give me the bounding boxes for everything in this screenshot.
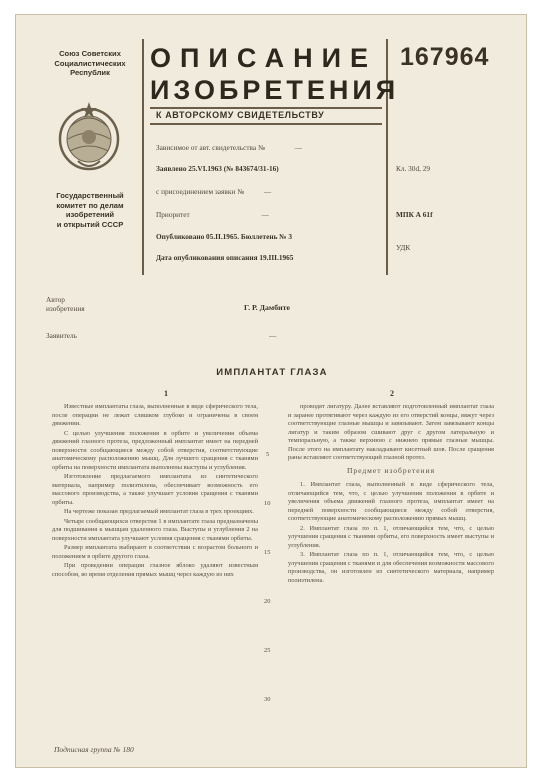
author-label: Автор изобретения xyxy=(46,295,85,313)
line-number: 25 xyxy=(264,647,271,654)
applicant-value: — xyxy=(269,331,277,340)
author-name: Г. Р. Дамбите xyxy=(244,303,290,312)
paragraph: На чертеже показан предлагаемый имплантат глаза в трех проекциях. xyxy=(64,508,254,515)
issuer-committee: Государственный комитет по делам изобретений и открытий СССР xyxy=(56,191,124,229)
meta-published: Опубликовано 05.II.1965. Бюллетень № 3 xyxy=(156,232,293,241)
document-page xyxy=(15,14,527,768)
patent-number: 167964 xyxy=(400,43,490,71)
subtitle-underline xyxy=(150,123,382,125)
class-code: Кл. 30d, 29 xyxy=(396,164,431,173)
title-underline xyxy=(150,107,382,109)
header-divider-left xyxy=(142,39,144,275)
paragraph: проводят лигатуру. Далее вставляют подготовленный имплантат глаза и заранее протягивают через каждую из его отверстий концы, вяжут через соответствующие глазные мышцы и завязывают. Затем завязывают концы лигатур и таким образом сшивают друг с другом латеральную и темпоральную, а также верхнюю с нижнею прямые глазные мышцы. После этого на имплантату накладывают кисетный шов. После сращения раны вставляют соответствующий глазной протез. xyxy=(288,403,494,461)
claim: 1. Имплантат глаза, выполненный в виде сферического тела, отличающийся тем, что, с целью улучшения положения в орбите и увеличения объема движений глазного протеза, имплантат имеет на передней поверхности сообщающиеся между собой отверстия, соответствующие анатомическому расположению прямых мышц. xyxy=(288,481,494,522)
meta-description-date: Дата опубликования описания 19.III.1965 xyxy=(156,253,294,262)
doc-title-line3: К АВТОРСКОМУ СВИДЕТЕЛЬСТВУ xyxy=(156,110,325,120)
column-number-left: 1 xyxy=(164,389,168,398)
body-column-right xyxy=(288,403,494,586)
line-number: 30 xyxy=(264,696,271,703)
line-number: 20 xyxy=(264,598,271,605)
doc-title-line1: ОПИСАНИЕ xyxy=(150,43,378,73)
invention-title: ИМПЛАНТАТ ГЛАЗА xyxy=(216,367,328,378)
line-number: 10 xyxy=(264,500,271,507)
body-column-left xyxy=(52,403,258,580)
claims-heading: Предмет изобретения xyxy=(346,465,436,475)
paragraph: Изготовление предлагаемого имплантата из синтетического материала, например полиэтилена, обеспечивает возможность его массового производства, а также улучшает условия сращения с тканями орбиты. xyxy=(52,473,258,506)
claim: 3. Имплантат глаза по п. 1, отличающийся тем, что, с целью улучшения сращения с тканями и для обеспечения возможности массового производства, он изготовлен из синтетического материала, например полиэтилена. xyxy=(288,551,494,584)
column-number-right: 2 xyxy=(390,389,394,398)
paragraph: Четыре сообщающихся отверстия 1 в имплантате глаза предназначены для подшивания к мышцам удаленного глаза. Выступы и углубления 2 на поверхности имплантата улучшают условия сращения с тканями орбиты. xyxy=(52,517,258,542)
paragraph: Известные имплантаты глаза, выполненные в виде сферического тела, после операции не лежат слишком глубоко и ограничены в своем движении. xyxy=(52,403,258,427)
claim: 2. Имплантат глаза по п. 1, отличающийся тем, что, с целью улучшения сращения с тканями орбиты, его поверхность имеет выступы и углубления. xyxy=(288,524,494,549)
udc-code: УДК xyxy=(396,243,411,252)
meta-dependent: Зависимое от авт. свидетельства № — xyxy=(156,143,303,152)
subscription-group: Подписная группа № 180 xyxy=(54,745,134,754)
meta-filed: Заявлено 25.VI.1963 (№ 843674/31-16) xyxy=(156,164,279,173)
line-number: 15 xyxy=(264,549,271,556)
doc-title-line2: ИЗОБРЕТЕНИЯ xyxy=(150,75,400,105)
paragraph: Размер имплантата выбирают в соответствии с возрастом больного и положением в орбите другого глаза. xyxy=(52,544,258,560)
applicant-label: Заявитель xyxy=(46,331,77,340)
meta-priority: Приоритет — xyxy=(156,210,269,219)
issuer-country: Союз Советских Социалистических Республик xyxy=(54,49,126,77)
meta-attached: с присоединением заявки № — xyxy=(156,187,272,196)
ipc-code: МПК А 61f xyxy=(396,210,433,219)
paragraph: При проведении операции глазное яблоко удаляют известным способом, во время отделения прямых мышц через каждую из них xyxy=(52,562,258,578)
line-number: 5 xyxy=(266,451,270,458)
paragraph: С целью улучшения положения в орбите и увеличения объема движений глазного протеза, предложенный имплантат имеет на передней поверхности сообщающиеся между собой отверстия, соответствующие анатомическому расположению мышц. Для лучшего сращения с тканями орбиты на поверхности имплантата выполнены выступы и углубления. xyxy=(52,429,258,471)
state-emblem-icon xyxy=(56,99,122,173)
